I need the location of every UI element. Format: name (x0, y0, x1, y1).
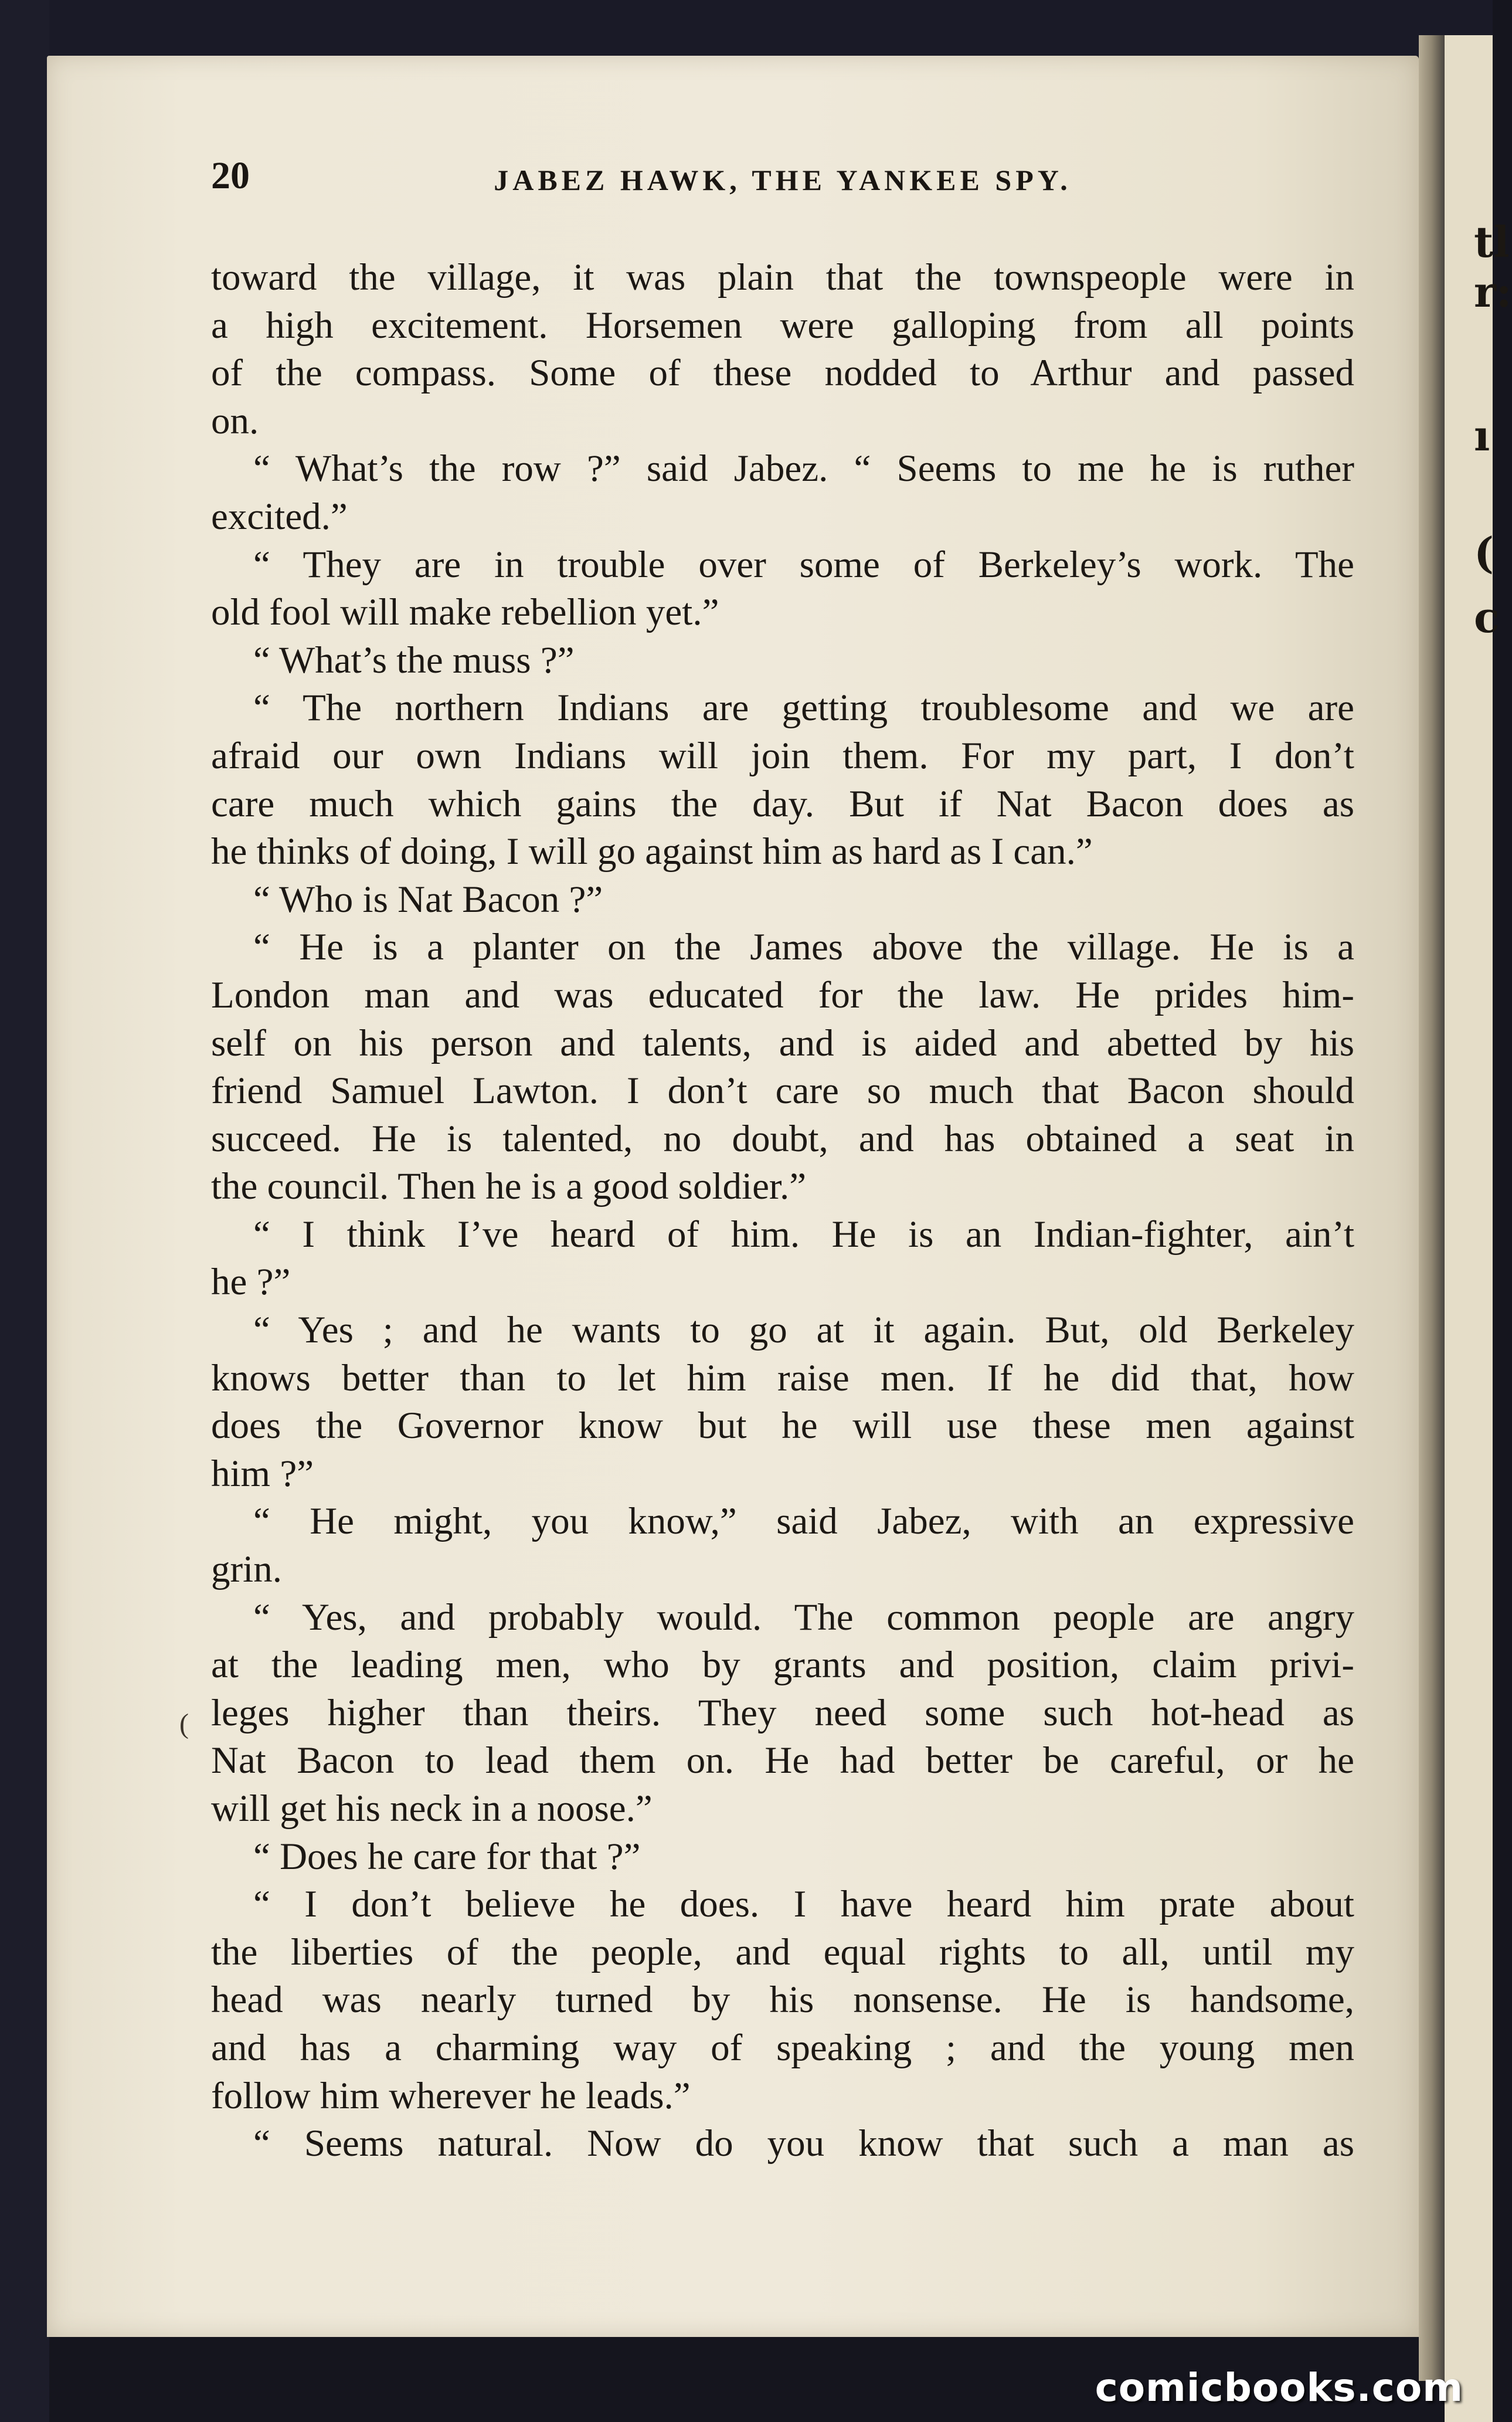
text-line: “ Yes, and probably would. The common people are angry (253, 1596, 1354, 1639)
text-line: grin. (211, 1548, 282, 1591)
text-line: Nat Bacon to lead them on. He had better be careful, or he (211, 1739, 1354, 1782)
facing-page-fragment: r: (1474, 267, 1512, 317)
text-line: “ The northern Indians are getting troublesome and we are (253, 687, 1354, 730)
text-line: leges higher than theirs. They need some such hot-head as (211, 1691, 1354, 1734)
watermark-text: comicbooks.com (1095, 2365, 1463, 2410)
text-line: he thinks of doing, I will go against him as hard as I can.” (211, 830, 1093, 873)
text-line: succeed. He is talented, no doubt, and has obtained a seat in (211, 1117, 1354, 1160)
facing-page-fragment: ı (1474, 411, 1490, 460)
scan-background-top (0, 0, 1493, 56)
page-body-text (211, 254, 1354, 2168)
text-line: head was nearly turned by his nonsense. He is handsome, (211, 1979, 1354, 2021)
facing-page-fragment: tl (1474, 217, 1510, 267)
text-line: “ Seems natural. Now do you know that such a man as (253, 2122, 1354, 2165)
text-line: does the Governor know but he will use these men against (211, 1405, 1354, 1447)
running-title: JABEZ HAWK, THE YANKEE SPY. (494, 164, 1072, 196)
facing-page-edge (1445, 35, 1512, 2422)
text-line: knows better than to let him raise men. If he did that, how (211, 1356, 1354, 1399)
text-line: of the compass. Some of these nodded to Arthur and passed (211, 352, 1354, 395)
text-line: on. (211, 399, 259, 442)
text-line: toward the village, it was plain that the townspeople were in (211, 256, 1354, 298)
text-line: will get his neck in a noose.” (211, 1787, 653, 1830)
text-line: care much which gains the day. But if Nat Bacon does as (211, 782, 1354, 825)
text-line: “ Yes ; and he wants to go at it again. But, old Berkeley (253, 1309, 1354, 1352)
scan-background-left (0, 0, 49, 2422)
text-line: “ He might, you know,” said Jabez, with an expressive (253, 1500, 1354, 1543)
text-line: old fool will make rebellion yet.” (211, 591, 719, 634)
text-line: “ They are in trouble over some of Berkeley’s work. The (253, 543, 1354, 586)
page-header (211, 154, 1354, 212)
text-line: self on his person and talents, and is aided and abetted by his (211, 1022, 1354, 1064)
text-line: “ Does he care for that ?” (253, 1835, 641, 1878)
text-line: “ I don’t believe he does. I have heard him prate about (253, 1883, 1354, 1926)
text-line: the council. Then he is a good soldier.” (211, 1165, 807, 1208)
text-line: “ I think I’ve heard of him. He is an Indian-fighter, ain’t (253, 1213, 1354, 1256)
text-line: him ?” (211, 1452, 314, 1495)
facing-page-fragment: ( (1474, 528, 1494, 578)
text-line: friend Samuel Lawton. I don’t care so much that Bacon should (211, 1070, 1354, 1112)
text-line: the liberties of the people, and equal rights to all, until my (211, 1931, 1354, 1973)
text-line: afraid our own Indians will join them. For my part, I don’t (211, 734, 1354, 777)
text-line: excited.” (211, 495, 348, 538)
text-line: he ?” (211, 1261, 291, 1304)
text-line: London man and was educated for the law. He prides him- (211, 973, 1354, 1016)
text-line: follow him wherever he leads.” (211, 2074, 691, 2117)
text-line: “ What’s the row ?” said Jabez. “ Seems to me he is ruther (253, 447, 1354, 490)
text-line: at the leading men, who by grants and position, claim privi- (211, 1644, 1354, 1687)
text-line: and has a charming way of speaking ; and the young men (211, 2026, 1354, 2069)
text-line: “ Who is Nat Bacon ?” (253, 878, 603, 921)
book-gutter (1419, 35, 1445, 2381)
facing-page-fragment: c (1474, 592, 1500, 642)
text-line: a high excitement. Horsemen were galloping from all points (211, 304, 1354, 347)
page-number: 20 (211, 154, 250, 197)
margin-mark: ( (179, 1708, 189, 1739)
text-line: “ He is a planter on the James above the village. He is a (253, 926, 1354, 969)
text-line: “ What’s the muss ?” (253, 639, 575, 681)
